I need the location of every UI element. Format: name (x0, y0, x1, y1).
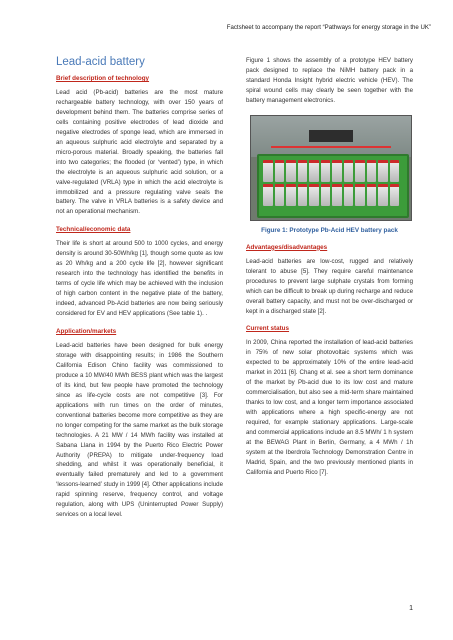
app-heading: Application/markets (56, 328, 117, 336)
status-paragraph: In 2009, China reported the installation of lead-acid batteries in 75% of new solar photovoltaic systems which was expected to be approximately 10% of the entire lead-acid market in 2011 [6]. Chang et al. see a short term dominance of the market by Pb-acid due to its low cost and mature commercialisation, but also see a mid-term share maintained thanks to low cost, and a longer term importance associated with applications where a high specific-energy are not required, for example stationary applications. Large-scale and commercial applications include an 8.5 MWh/ 1 h system at the BEWAG Plant in Berlin, Germany, a 4 MWh / 1h system at the Iberdrola Technology Demonstration Centre in Madrid, Spain, and the two previously mentioned plants in California and Puerto Rico [7]. (246, 339, 413, 476)
page-title: Lead-acid battery (56, 56, 145, 68)
status-heading: Current status (246, 325, 290, 333)
brief-heading: Brief description of technology (56, 75, 150, 82)
page-header: Factsheet to accompany the report “Pathways for energy storage in the UK” (226, 24, 431, 31)
left-column (56, 56, 223, 529)
page-number: 1 (409, 605, 413, 612)
brief-paragraph: Lead acid (Pb-acid) batteries are the most mature rechargeable battery technology, with over 150 years of development behind them. The batteries comprise series of cells containing positive electrodes of lead dioxide and negative electrodes of sponge lead, which are immersed in an aqueous sulphuric acid electrolyte and separated by a micro-porous material. Broadly speaking, the batteries fall into two categories; the flooded (or ‘vented’) type, in which the electrolyte is an aqueous sulphuric acid solution, or a valve-regulated (VRLA) type in which the acid electrolyte is immobilized and a pressure regulating valve seals the battery. The valve in VRLA batteries is a safety device and not an operational mechanism. (56, 89, 223, 216)
tech-heading: Technical/economic data (56, 226, 131, 234)
battery-management-electronics (309, 130, 353, 142)
battery-pack-photo (250, 115, 412, 221)
battery-cells (263, 160, 399, 206)
figure-caption: Figure 1: Prototype Pb-Acid HEV battery pack (261, 226, 398, 234)
adv-paragraph: Lead-acid batteries are low-cost, rugged and relatively tolerant to abuse [5]. They require careful maintenance procedures to prevent large sulphate crystals from forming which can be difficult to break up during recharge and reduce overall battery capacity, and must not be over-discharged or kept in a discharged state [2]. (246, 257, 413, 315)
app-paragraph: Lead-acid batteries have been designed for bulk energy storage with disappointing results; in 1986 the Southern California Edison Chino facility was commissioned to produce a 10 MW/40 MWh BESS plant which was the largest of its kind, but few people have promoted the technology since as life-cycle costs are not competitive [3]. For applications with run times on the order of minutes, conventional batteries become more competitive as they are no longer competing for the same market as the bulk storage technologies. A 21 MW / 14 MWh facility was installed at Sabana Llana in 1994 by the Puerto Rico Electric Power Authority (PREPA) to mitigate under-frequency load shedding, and whilst it was operationally beneficial, it eventually failed prematurely and led to a government ‘lessons-learned’ study in 1999 [4]. Other applications include rapid spinning reserve, frequency control, and voltage regulation, along with UPS (Uninterrupted Power Supply) services on a local level. (56, 342, 223, 519)
right-column (246, 56, 413, 487)
tech-paragraph: Their life is short at around 500 to 1000 cycles, and energy density is around 30-50Wh/kg [1], though some quote as low as 20 Wh/kg and a 200 cycle life [2], however significant research into the technology has identified the benefits in terms of cycle life which may be achieved with the inclusion of high carbon content in the negative plate of the battery, indeed, advanced Pb-Acid batteries are now being seriously considered for EV and HEV applications (See table 1). . (56, 240, 223, 318)
adv-heading: Advantages/disadvantages (246, 243, 328, 251)
figure-paragraph: Figure 1 shows the assembly of a prototype HEV battery pack designed to replace the NiMH battery pack in a standard Honda Insight hybrid electric vehicle (HEV). The spiral wound cells may clearly be seen together with the battery management electronics. (246, 57, 413, 104)
